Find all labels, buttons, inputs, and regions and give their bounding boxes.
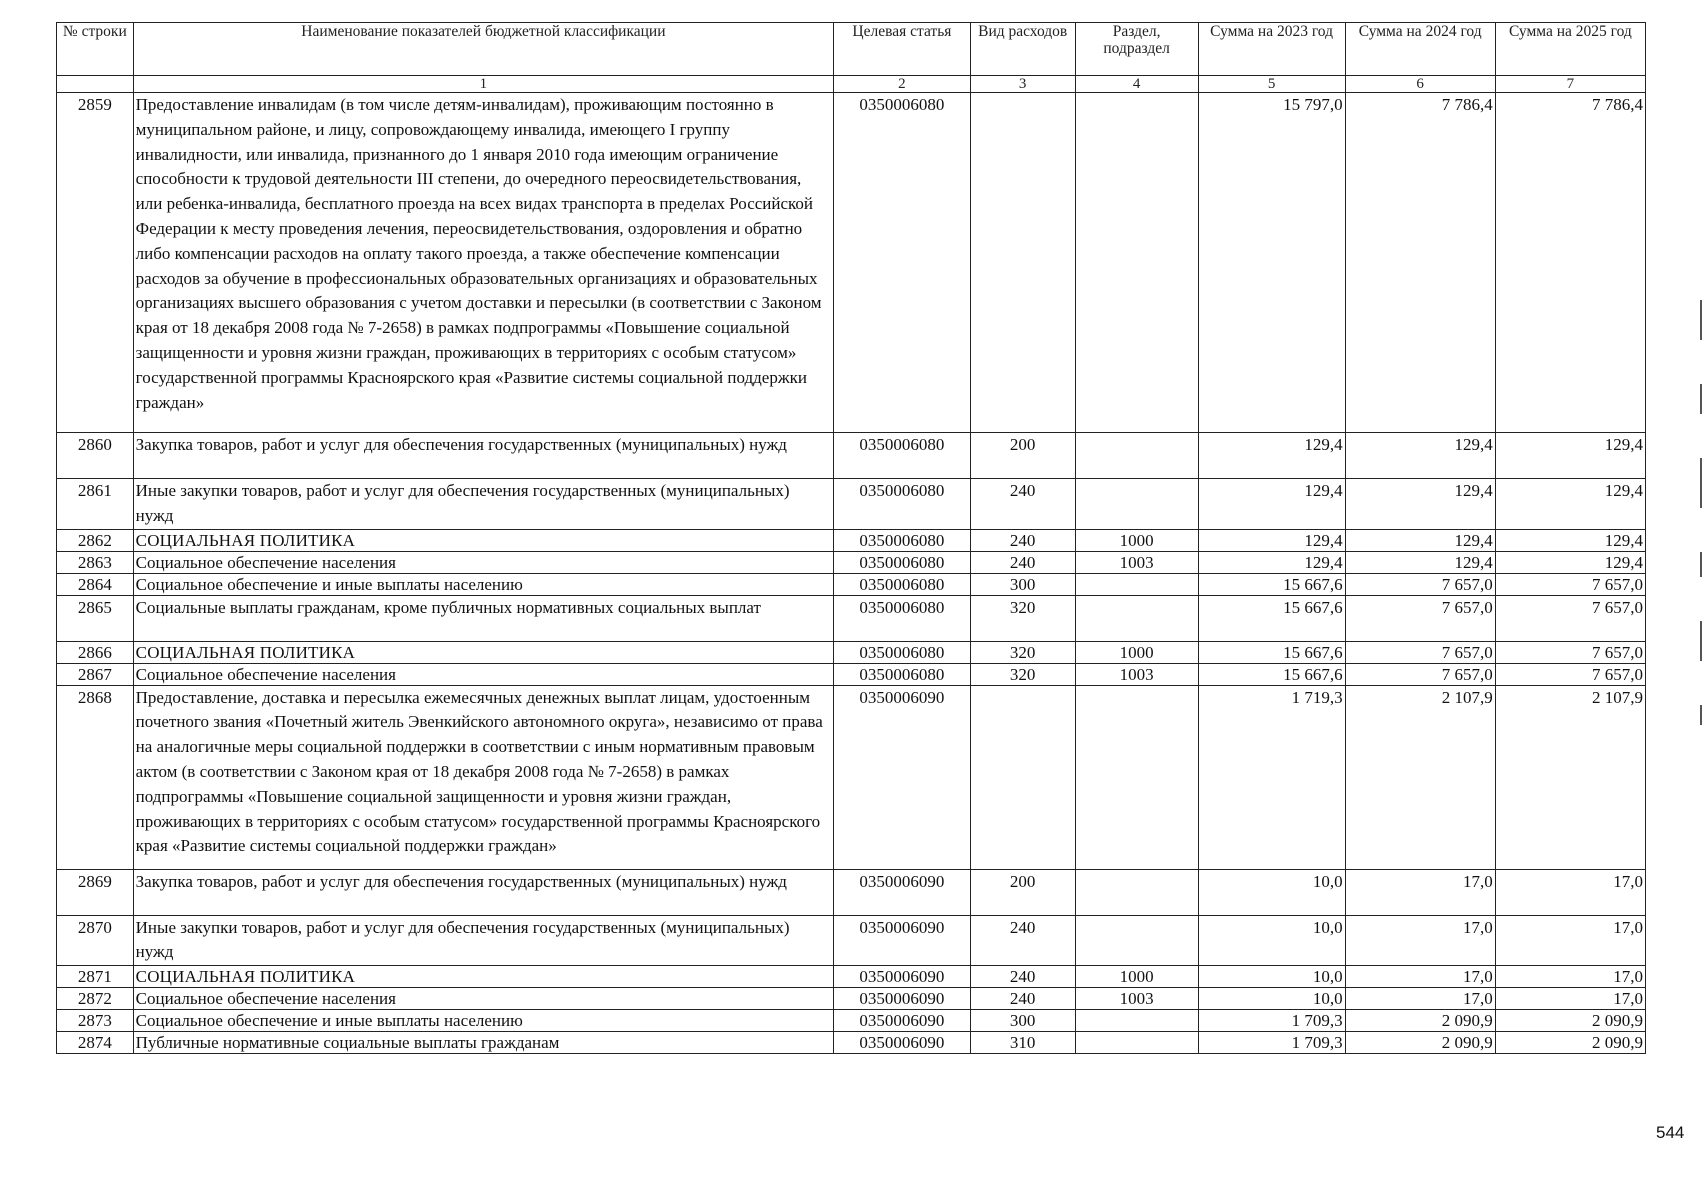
sum-2023: 15 667,6	[1198, 663, 1345, 685]
section-code	[1075, 915, 1198, 966]
sum-2024: 129,4	[1345, 551, 1495, 573]
target-article: 0350006080	[834, 433, 971, 479]
column-number: 2	[834, 76, 971, 93]
row-number: 2868	[57, 685, 134, 869]
sum-2023: 10,0	[1198, 915, 1345, 966]
indicator-name: Предоставление, доставка и пересылка ежемесячных денежных выплат лицам, удостоенным почетного звания «Почетный житель Эвенкийского автономного округа», независимо от права на аналогичные меры социальной поддержки в соответствии с иным нормативным правовым актом (в соответствии с Законом края от 18 декабря 2008 года № 7-2658) в рамках подпрограммы «Повышение социальной защищенности и уровня жизни граждан, проживающих в территориях с особым статусом» государственной программы Красноярского края «Развитие системы социальной поддержки граждан»	[133, 685, 834, 869]
indicator-name: Социальное обеспечение и иные выплаты населению	[133, 1010, 834, 1032]
sum-2025: 129,4	[1495, 433, 1645, 479]
sum-2023: 15 667,6	[1198, 595, 1345, 641]
row-number: 2871	[57, 966, 134, 988]
target-article: 0350006080	[834, 663, 971, 685]
table-row	[57, 1010, 1646, 1032]
target-article: 0350006080	[834, 641, 971, 663]
sum-2023: 1 709,3	[1198, 1010, 1345, 1032]
sum-2025: 7 786,4	[1495, 93, 1645, 433]
header-sum-2024: Сумма на 2024 год	[1345, 23, 1495, 76]
table-row	[57, 966, 1646, 988]
sum-2023: 1 719,3	[1198, 685, 1345, 869]
sum-2024: 7 657,0	[1345, 663, 1495, 685]
expense-type	[970, 93, 1075, 433]
sum-2023: 15 667,6	[1198, 573, 1345, 595]
sum-2024: 7 657,0	[1345, 573, 1495, 595]
table-row	[57, 479, 1646, 530]
indicator-name: СОЦИАЛЬНАЯ ПОЛИТИКА	[133, 641, 834, 663]
header-target-article: Целевая статья	[834, 23, 971, 76]
target-article: 0350006090	[834, 988, 971, 1010]
column-number	[57, 76, 134, 93]
expense-type: 320	[970, 641, 1075, 663]
indicator-name: СОЦИАЛЬНАЯ ПОЛИТИКА	[133, 529, 834, 551]
sum-2024: 129,4	[1345, 433, 1495, 479]
indicator-name: Социальное обеспечение населения	[133, 551, 834, 573]
column-number: 6	[1345, 76, 1495, 93]
table-row	[57, 988, 1646, 1010]
indicator-name: СОЦИАЛЬНАЯ ПОЛИТИКА	[133, 966, 834, 988]
sum-2023: 10,0	[1198, 988, 1345, 1010]
row-number: 2859	[57, 93, 134, 433]
row-number: 2862	[57, 529, 134, 551]
section-code: 1003	[1075, 988, 1198, 1010]
target-article: 0350006090	[834, 1010, 971, 1032]
header-row	[57, 23, 1646, 76]
sum-2023: 10,0	[1198, 966, 1345, 988]
row-number: 2864	[57, 573, 134, 595]
section-code: 1003	[1075, 551, 1198, 573]
sum-2024: 17,0	[1345, 966, 1495, 988]
header-expense-type: Вид расходов	[970, 23, 1075, 76]
target-article: 0350006080	[834, 529, 971, 551]
section-code	[1075, 93, 1198, 433]
sum-2024: 17,0	[1345, 915, 1495, 966]
sum-2025: 7 657,0	[1495, 595, 1645, 641]
row-number: 2861	[57, 479, 134, 530]
expense-type: 320	[970, 595, 1075, 641]
expense-type: 300	[970, 573, 1075, 595]
sum-2025: 129,4	[1495, 551, 1645, 573]
indicator-name: Предоставление инвалидам (в том числе детям-инвалидам), проживающим постоянно в муниципальном районе, и лицу, сопровождающему инвалида, имеющего I группу инвалидности, или инвалида, признанного до 1 января 2010 года имеющим ограничение способности к трудовой деятельности III степени, до очередного переосвидетельствования, или ребенка-инвалида, бесплатного проезда на всех видах транспорта в пределах Российской Федерации к месту проведения лечения, переосвидетельствования, оздоровления и обратно либо компенсации расходов на оплату такого проезда, а также обеспечение компенсации расходов за обучение в профессиональных образовательных организациях и образовательных организациях высшего образования с учетом доставки и пересылки (в соответствии с Законом края от 18 декабря 2008 года № 7-2658) в рамках подпрограммы «Повышение социальной защищенности и уровня жизни граждан, проживающих в территориях с особым статусом» государственной программы Красноярского края «Развитие системы социальной поддержки граждан»	[133, 93, 834, 433]
sum-2024: 7 657,0	[1345, 641, 1495, 663]
table-row	[57, 1032, 1646, 1054]
row-number: 2874	[57, 1032, 134, 1054]
target-article: 0350006080	[834, 479, 971, 530]
sum-2023: 10,0	[1198, 869, 1345, 915]
sum-2023: 129,4	[1198, 551, 1345, 573]
sum-2024: 7 657,0	[1345, 595, 1495, 641]
sum-2023: 129,4	[1198, 433, 1345, 479]
sum-2025: 17,0	[1495, 915, 1645, 966]
sum-2024: 129,4	[1345, 479, 1495, 530]
expense-type: 300	[970, 1010, 1075, 1032]
sum-2024: 17,0	[1345, 988, 1495, 1010]
indicator-name: Иные закупки товаров, работ и услуг для обеспечения государственных (муниципальных) нужд	[133, 915, 834, 966]
sum-2023: 15 667,6	[1198, 641, 1345, 663]
section-code	[1075, 573, 1198, 595]
row-number: 2866	[57, 641, 134, 663]
column-number: 4	[1075, 76, 1198, 93]
section-code	[1075, 595, 1198, 641]
table-row	[57, 685, 1646, 869]
table-row	[57, 93, 1646, 433]
row-number: 2873	[57, 1010, 134, 1032]
expense-type: 320	[970, 663, 1075, 685]
row-number: 2867	[57, 663, 134, 685]
sum-2024: 17,0	[1345, 869, 1495, 915]
section-code: 1003	[1075, 663, 1198, 685]
sum-2023: 129,4	[1198, 479, 1345, 530]
section-code	[1075, 685, 1198, 869]
table-row	[57, 573, 1646, 595]
target-article: 0350006080	[834, 573, 971, 595]
table-row	[57, 641, 1646, 663]
sum-2025: 2 090,9	[1495, 1010, 1645, 1032]
sum-2023: 129,4	[1198, 529, 1345, 551]
table-row	[57, 869, 1646, 915]
sum-2025: 129,4	[1495, 479, 1645, 530]
header-section: Раздел, подраздел	[1075, 23, 1198, 76]
expense-type: 240	[970, 529, 1075, 551]
sum-2024: 2 090,9	[1345, 1010, 1495, 1032]
indicator-name: Социальное обеспечение населения	[133, 988, 834, 1010]
table-body	[57, 93, 1646, 1054]
sum-2023: 15 797,0	[1198, 93, 1345, 433]
header-sum-2023: Сумма на 2023 год	[1198, 23, 1345, 76]
target-article: 0350006080	[834, 93, 971, 433]
indicator-name: Социальное обеспечение и иные выплаты населению	[133, 573, 834, 595]
sum-2023: 1 709,3	[1198, 1032, 1345, 1054]
indicator-name: Социальные выплаты гражданам, кроме публичных нормативных социальных выплат	[133, 595, 834, 641]
expense-type: 200	[970, 869, 1075, 915]
expense-type: 240	[970, 551, 1075, 573]
sum-2024: 2 090,9	[1345, 1032, 1495, 1054]
indicator-name: Социальное обеспечение населения	[133, 663, 834, 685]
sum-2025: 7 657,0	[1495, 663, 1645, 685]
indicator-name: Закупка товаров, работ и услуг для обеспечения государственных (муниципальных) нужд	[133, 869, 834, 915]
table-row	[57, 529, 1646, 551]
expense-type: 240	[970, 988, 1075, 1010]
table-row	[57, 551, 1646, 573]
row-number: 2863	[57, 551, 134, 573]
column-number: 7	[1495, 76, 1645, 93]
target-article: 0350006090	[834, 966, 971, 988]
column-number: 3	[970, 76, 1075, 93]
section-code: 1000	[1075, 529, 1198, 551]
sum-2025: 17,0	[1495, 988, 1645, 1010]
sum-2025: 17,0	[1495, 966, 1645, 988]
table-row	[57, 663, 1646, 685]
row-number: 2865	[57, 595, 134, 641]
table-row	[57, 595, 1646, 641]
row-number: 2870	[57, 915, 134, 966]
row-number: 2872	[57, 988, 134, 1010]
header-indicator-name: Наименование показателей бюджетной классификации	[133, 23, 834, 76]
sum-2025: 129,4	[1495, 529, 1645, 551]
sum-2025: 7 657,0	[1495, 641, 1645, 663]
expense-type: 240	[970, 915, 1075, 966]
section-code: 1000	[1075, 966, 1198, 988]
sum-2025: 7 657,0	[1495, 573, 1645, 595]
section-code: 1000	[1075, 641, 1198, 663]
column-number: 1	[133, 76, 834, 93]
table-row	[57, 915, 1646, 966]
expense-type: 240	[970, 966, 1075, 988]
section-code	[1075, 869, 1198, 915]
indicator-name: Иные закупки товаров, работ и услуг для обеспечения государственных (муниципальных) нужд	[133, 479, 834, 530]
row-number: 2869	[57, 869, 134, 915]
expense-type	[970, 685, 1075, 869]
target-article: 0350006090	[834, 869, 971, 915]
header-sum-2025: Сумма на 2025 год	[1495, 23, 1645, 76]
binding-marks	[1700, 300, 1703, 769]
column-number: 5	[1198, 76, 1345, 93]
sum-2024: 129,4	[1345, 529, 1495, 551]
target-article: 0350006080	[834, 551, 971, 573]
sum-2025: 2 107,9	[1495, 685, 1645, 869]
column-number-row	[57, 76, 1646, 93]
page-number: 544	[1656, 1123, 1685, 1142]
header-row-number: № строки	[57, 23, 134, 76]
expense-type: 310	[970, 1032, 1075, 1054]
sum-2024: 2 107,9	[1345, 685, 1495, 869]
expense-type: 240	[970, 479, 1075, 530]
sum-2025: 2 090,9	[1495, 1032, 1645, 1054]
indicator-name: Закупка товаров, работ и услуг для обеспечения государственных (муниципальных) нужд	[133, 433, 834, 479]
section-code	[1075, 433, 1198, 479]
row-number: 2860	[57, 433, 134, 479]
section-code	[1075, 479, 1198, 530]
target-article: 0350006090	[834, 685, 971, 869]
indicator-name: Публичные нормативные социальные выплаты гражданам	[133, 1032, 834, 1054]
target-article: 0350006080	[834, 595, 971, 641]
expense-type: 200	[970, 433, 1075, 479]
sum-2024: 7 786,4	[1345, 93, 1495, 433]
section-code	[1075, 1032, 1198, 1054]
target-article: 0350006090	[834, 1032, 971, 1054]
sum-2025: 17,0	[1495, 869, 1645, 915]
table-row	[57, 433, 1646, 479]
target-article: 0350006090	[834, 915, 971, 966]
budget-table	[56, 22, 1646, 1054]
section-code	[1075, 1010, 1198, 1032]
